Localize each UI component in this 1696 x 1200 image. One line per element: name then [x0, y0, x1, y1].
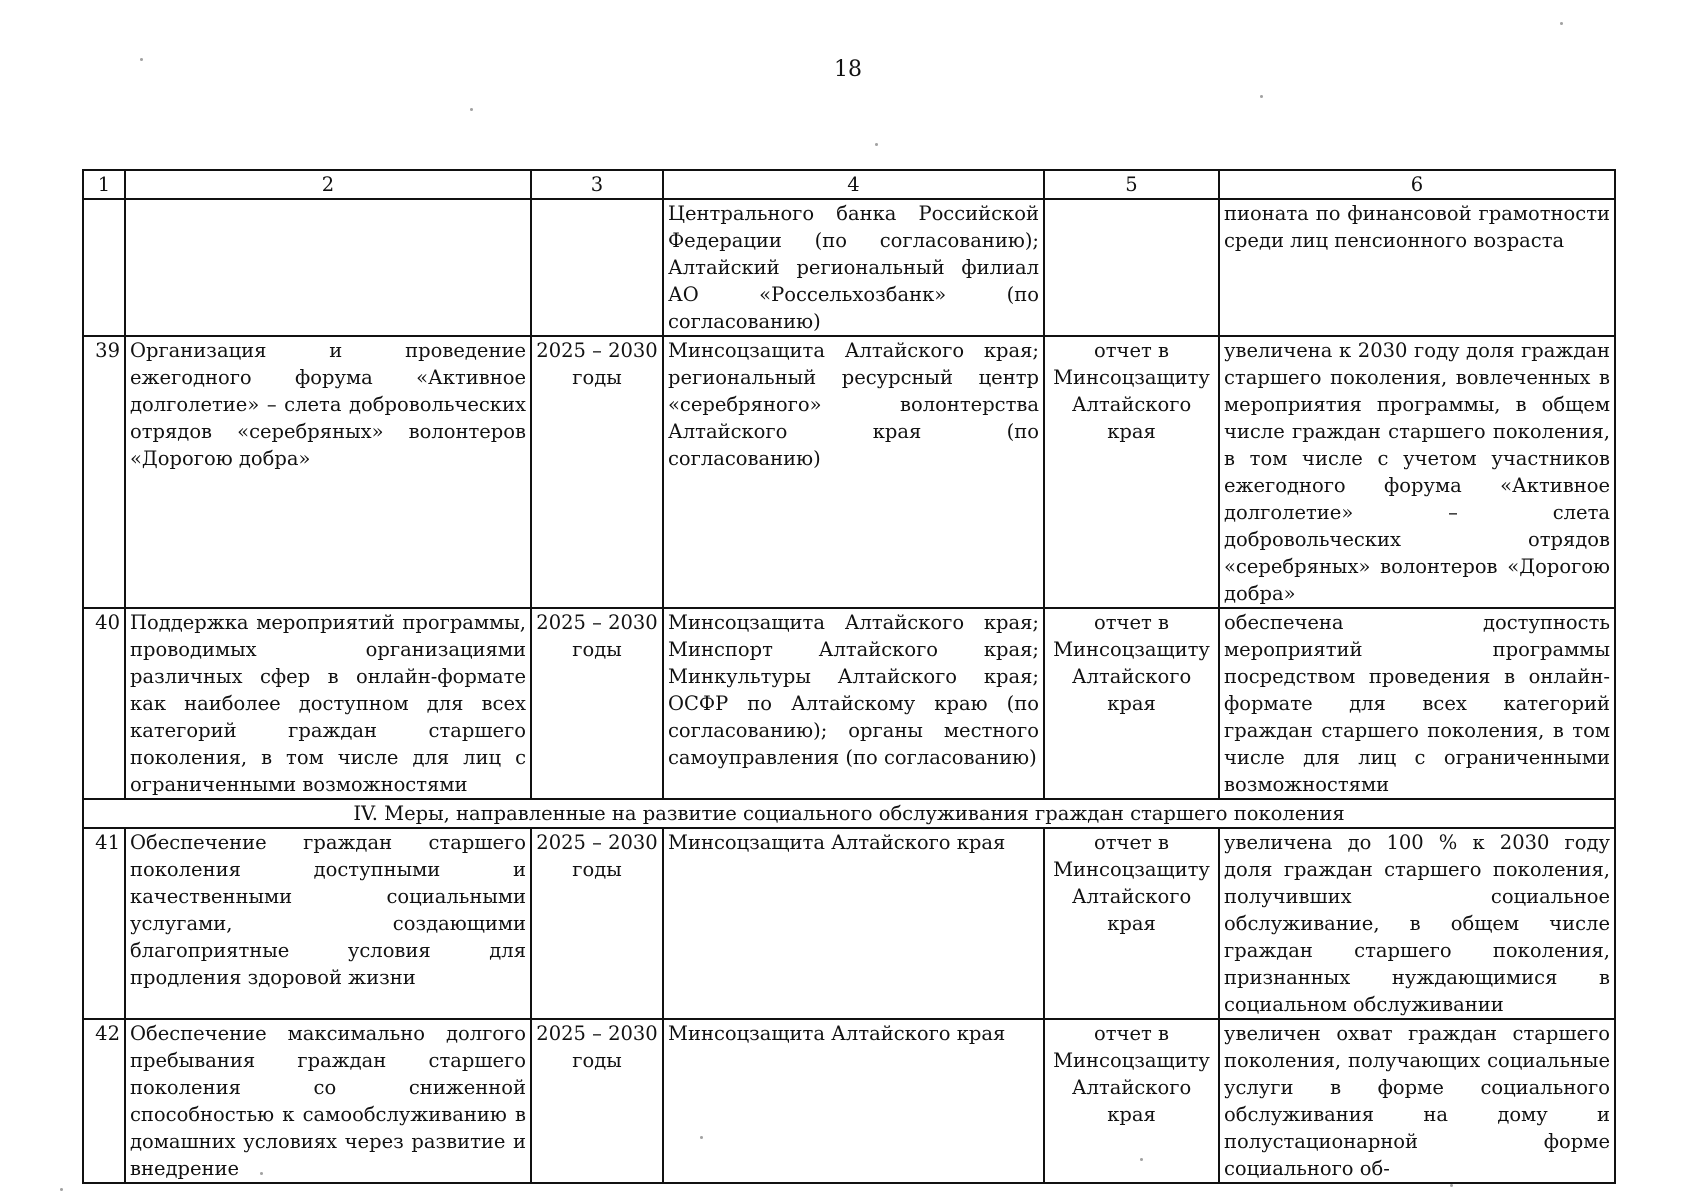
executors-cell: Центрального банка Российской Федерации (по согласованию); Алтайский региональный филиал АО «Россельхозбанк» (по согласованию)	[663, 199, 1044, 336]
scan-speck	[140, 58, 143, 61]
row-number: 40	[83, 608, 125, 799]
executors-cell: Минсоцзащита Алтайского края	[663, 828, 1044, 1019]
scan-speck	[1140, 1158, 1143, 1161]
table-row-continuation	[83, 199, 1615, 336]
scan-speck	[875, 143, 878, 146]
header-cell-1: 1	[83, 170, 125, 199]
row-number: 39	[83, 336, 125, 608]
report-cell: отчет в Минсоцзащиту Алтайского края	[1044, 1019, 1219, 1183]
header-cell-3: 3	[531, 170, 663, 199]
period-cell: 2025 – 2030 годы	[531, 336, 663, 608]
page-number: 18	[834, 57, 862, 82]
executors-cell: Минсоцзащита Алтайского края	[663, 1019, 1044, 1183]
header-cell-5: 5	[1044, 170, 1219, 199]
measure-cell	[125, 199, 531, 336]
scan-speck	[260, 1172, 263, 1175]
section-title: IV. Меры, направленные на развитие социального обслуживания граждан старшего поколения	[83, 799, 1615, 828]
result-cell: пионата по финансовой грамотности среди лиц пенсионного возраста	[1219, 199, 1615, 336]
executors-cell: Минсоцзащита Алтайского края; региональный ресурсный центр «серебряного» волонтерства Алтайского края (по согласованию)	[663, 336, 1044, 608]
scan-speck	[1450, 1184, 1453, 1187]
table-row-40	[83, 608, 1615, 799]
table-row-42	[83, 1019, 1615, 1183]
period-cell: 2025 – 2030 годы	[531, 1019, 663, 1183]
measure-cell: Организация и проведение ежегодного форума «Активное долголетие» – слета добровольческих отрядов «серебряных» волонтеров «Дорогою добра»	[125, 336, 531, 608]
report-cell: отчет в Минсоцзащиту Алтайского края	[1044, 336, 1219, 608]
table-row-39	[83, 336, 1615, 608]
result-cell: увеличена к 2030 году доля граждан старшего поколения, вовлеченных в мероприятия программы, в общем числе граждан старшего поколения, в том числе с учетом участников ежегодного форума «Активное долголетие» – слета добровольческих отрядов «серебряных» волонтеров «Дорогою добра»	[1219, 336, 1615, 608]
scan-speck	[1260, 95, 1263, 98]
table-row-41	[83, 828, 1615, 1019]
scan-speck	[1560, 22, 1563, 25]
measure-cell: Поддержка мероприятий программы, проводимых организациями различных сфер в онлайн-формате как наиболее доступном для всех категорий граждан старшего поколения, в том числе для лиц с ограниченными возможностями	[125, 608, 531, 799]
result-cell: увеличена до 100 % к 2030 году доля граждан старшего поколения, получивших социальное обслуживание, в общем числе граждан старшего поколения, признанных нуждающимися в социальном обслуживании	[1219, 828, 1615, 1019]
executors-cell: Минсоцзащита Алтайского края; Минспорт Алтайского края; Минкультуры Алтайского края; ОСФР по Алтайскому краю (по согласованию); органы местного самоуправления (по согласованию)	[663, 608, 1044, 799]
scan-speck	[470, 108, 473, 111]
measure-cell: Обеспечение максимально долгого пребывания граждан старшего поколения со сниженной способностью к самообслуживанию в домашних условиях через развитие и внедрение	[125, 1019, 531, 1183]
scan-speck	[700, 1136, 703, 1139]
result-cell: обеспечена доступность мероприятий программы посредством проведения в онлайн-формате для всех категорий граждан старшего поколения, в том числе для лиц с ограниченными возможностями	[1219, 608, 1615, 799]
period-cell: 2025 – 2030 годы	[531, 828, 663, 1019]
row-number: 41	[83, 828, 125, 1019]
period-cell	[531, 199, 663, 336]
measure-cell: Обеспечение граждан старшего поколения доступными и качественными социальными услугами, создающими благоприятные условия для продления здоровой жизни	[125, 828, 531, 1019]
header-cell-2: 2	[125, 170, 531, 199]
report-cell: отчет в Минсоцзащиту Алтайского края	[1044, 828, 1219, 1019]
row-number	[83, 199, 125, 336]
measures-table	[82, 169, 1616, 1184]
period-cell: 2025 – 2030 годы	[531, 608, 663, 799]
report-cell: отчет в Минсоцзащиту Алтайского края	[1044, 608, 1219, 799]
report-cell	[1044, 199, 1219, 336]
header-cell-4: 4	[663, 170, 1044, 199]
result-cell: увеличен охват граждан старшего поколения, получающих социальные услуги в форме социального обслуживания на дому и полустационарной форме социального об-	[1219, 1019, 1615, 1183]
table-header-row	[83, 170, 1615, 199]
header-cell-6: 6	[1219, 170, 1615, 199]
section-heading-row	[83, 799, 1615, 828]
row-number: 42	[83, 1019, 125, 1183]
scan-speck	[60, 1188, 63, 1191]
